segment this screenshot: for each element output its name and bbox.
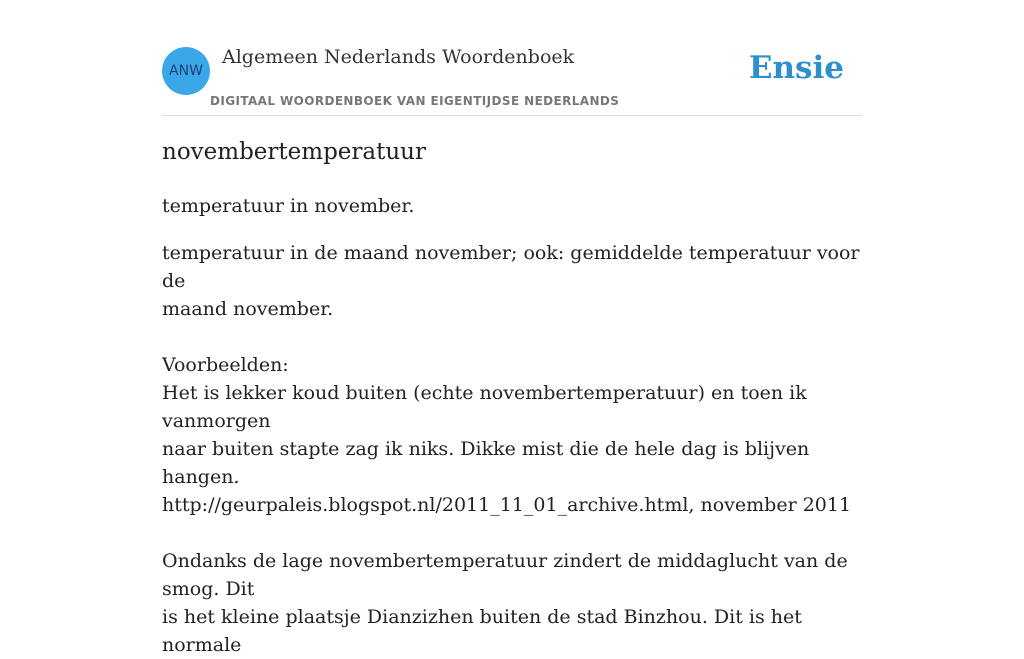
site-title[interactable]: Algemeen Nederlands Woordenboek xyxy=(222,46,575,68)
site-header xyxy=(162,0,862,116)
definition-line: maand november. xyxy=(162,298,334,320)
page xyxy=(162,0,862,656)
anw-logo-text: ANW xyxy=(169,63,203,79)
example-line: Het is lekker koud buiten (echte novembertemperatuur) en toen ik vanmorgen xyxy=(162,382,807,432)
definition-line: temperatuur in de maand november; ook: gemiddelde temperatuur voor de xyxy=(162,242,860,292)
short-definition: temperatuur in november. xyxy=(162,195,415,217)
ensie-brand-link[interactable]: Ensie xyxy=(748,50,844,86)
site-subtitle: DIGITAAL WOORDENBOEK VAN EIGENTIJDSE NEDERLANDS xyxy=(210,94,620,108)
spacer xyxy=(162,323,862,351)
anw-logo[interactable] xyxy=(162,47,210,95)
example-line: is het kleine plaatsje Dianzizhen buiten de stad Binzhou. Dit is het normale xyxy=(162,606,802,656)
examples-label: Voorbeelden: xyxy=(162,354,289,376)
headword: novembertemperatuur xyxy=(162,139,426,165)
entry-content xyxy=(162,192,862,659)
example-source: http://geurpaleis.blogspot.nl/2011_11_01_archive.html, november 2011 xyxy=(162,494,852,516)
example-line: Ondanks de lage novembertemperatuur zindert de middaglucht van de smog. Dit xyxy=(162,550,848,600)
spacer xyxy=(162,519,862,547)
header-divider xyxy=(162,115,862,116)
example-line: naar buiten stapte zag ik niks. Dikke mist die de hele dag is blijven hangen. xyxy=(162,438,810,488)
